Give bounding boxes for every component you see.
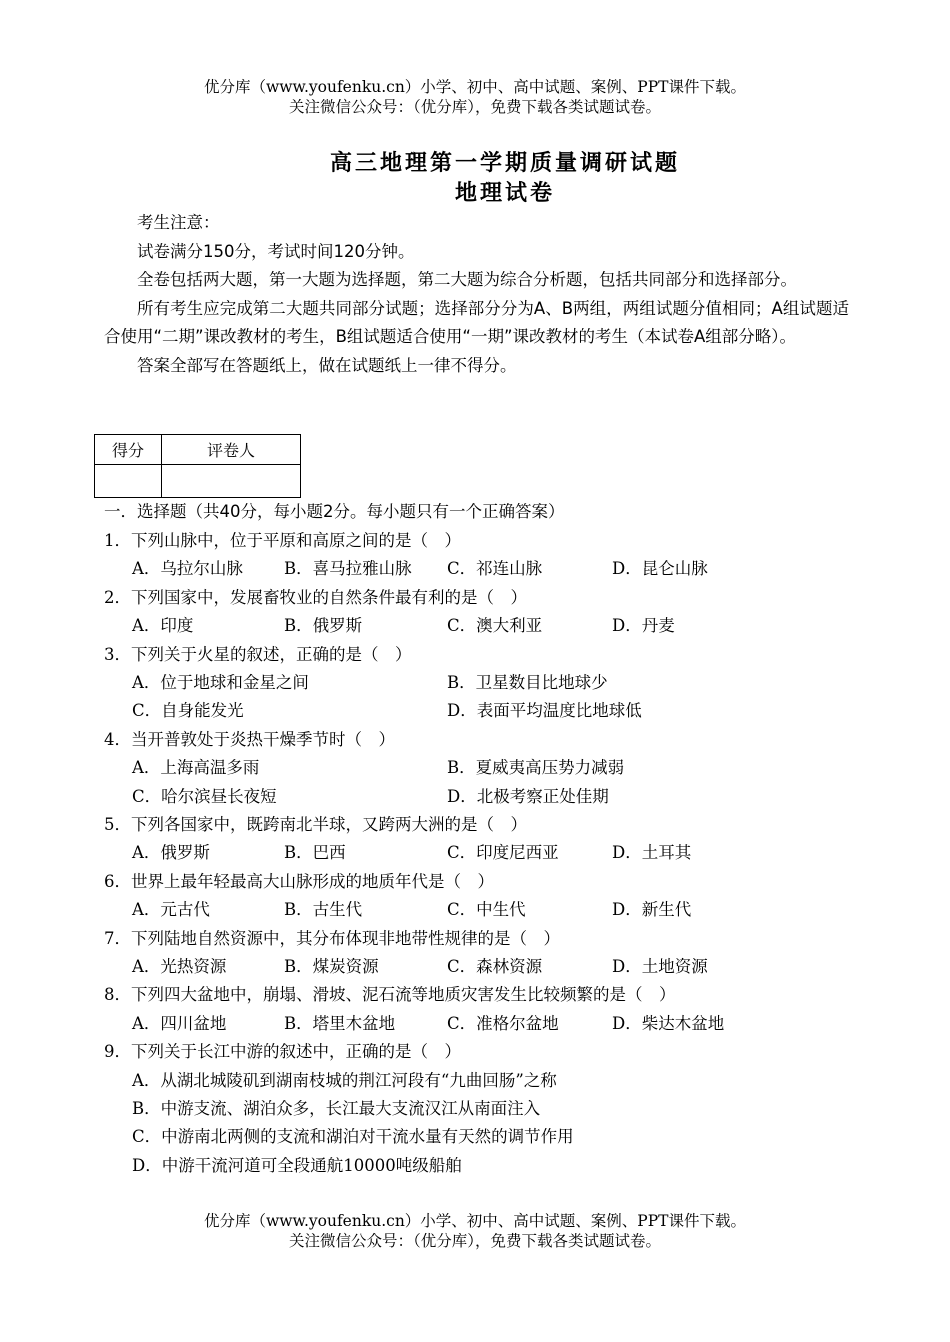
question-3-options-row-2 bbox=[104, 697, 864, 725]
exam-subtitle: 地理试卷 bbox=[454, 180, 555, 206]
option-d: D．昆仑山脉 bbox=[612, 559, 708, 579]
question-6: 6．世界上最年轻最高大山脉形成的地质年代是（ ） bbox=[104, 871, 494, 891]
option-b: B．塔里木盆地 bbox=[284, 1013, 396, 1033]
question-9: 9．下列关于长江中游的叙述中，正确的是（ ） bbox=[104, 1042, 461, 1062]
option-d: D．北极考察正处佳期 bbox=[447, 786, 609, 806]
option-b: B．煤炭资源 bbox=[284, 956, 379, 976]
header-line-2: 关注微信公众号：（优分库），免费下载各类试题试卷。 bbox=[288, 98, 661, 116]
option-c: C．自身能发光 bbox=[132, 701, 244, 721]
question-4: 4．当开普敦处于炎热干燥季节时（ ） bbox=[104, 729, 395, 749]
grader-cell[interactable] bbox=[162, 465, 301, 498]
option-a: A．光热资源 bbox=[132, 956, 227, 976]
section-heading: 一．选择题（共40分，每小题2分。每小题只有一个正确答案） bbox=[104, 502, 565, 521]
question-1: 1．下列山脉中，位于平原和高原之间的是（ ） bbox=[104, 531, 461, 550]
notice-paragraph-2: 全卷包括两大题，第一大题为选择题，第二大题为综合分析题，包括共同部分和选择部分。 bbox=[137, 270, 797, 289]
footer-line-1: 优分库（www.youfenku.cn）小学、初中、高中试题、案例、PPT课件下载。 bbox=[203, 1212, 747, 1230]
question-5-options bbox=[104, 839, 864, 867]
option-c: C．祁连山脉 bbox=[447, 559, 543, 579]
option-a: A．位于地球和金星之间 bbox=[132, 673, 309, 692]
option-c: C．中生代 bbox=[447, 900, 526, 920]
exam-title: 高三地理第一学期质量调研试题 bbox=[329, 150, 680, 176]
option-b: B．巴西 bbox=[284, 843, 346, 863]
option-a: A．俄罗斯 bbox=[132, 843, 210, 863]
score-table bbox=[94, 434, 301, 498]
footer-line-2: 关注微信公众号：（优分库），免费下载各类试题试卷。 bbox=[288, 1232, 661, 1250]
question-6-options bbox=[104, 896, 864, 924]
question-3-options-row-1 bbox=[104, 669, 864, 697]
question-4-options-row-2 bbox=[104, 783, 864, 811]
option-c: C．森林资源 bbox=[447, 956, 543, 976]
page-footer bbox=[0, 1211, 950, 1251]
option-c: C．澳大利亚 bbox=[447, 616, 543, 636]
option-c: C．准格尔盆地 bbox=[447, 1013, 559, 1033]
option-b: B．卫星数目比地球少 bbox=[447, 673, 608, 692]
notice-paragraph-3: 所有考生应完成第二大题共同部分试题；选择部分分为A、B两组，两组试题分值相同；A组试题适合使用“二期”课改教材的考生，B组试题适合使用“一期”课改教材的考生（本试卷A组部分略）。 bbox=[104, 298, 849, 346]
question-2: 2．下列国家中，发展畜牧业的自然条件最有利的是（ ） bbox=[104, 587, 527, 607]
question-7-options bbox=[104, 953, 864, 981]
score-cell[interactable] bbox=[95, 465, 162, 498]
question-3: 3．下列关于火星的叙述，正确的是（ ） bbox=[104, 644, 412, 664]
option-a: A．乌拉尔山脉 bbox=[132, 559, 243, 579]
option-b: B．古生代 bbox=[284, 900, 363, 920]
question-8: 8．下列四大盆地中，崩塌、滑坡、泥石流等地质灾害发生比较频繁的是（ ） bbox=[104, 985, 676, 1005]
option-a: A．元古代 bbox=[132, 900, 210, 920]
option-a: A．印度 bbox=[132, 616, 194, 636]
option-d: D．土地资源 bbox=[612, 956, 708, 976]
option-a: A．从湖北城陵矶到湖南枝城的荆江河段有“九曲回肠”之称 bbox=[132, 1070, 557, 1090]
question-2-options bbox=[104, 612, 864, 640]
question-4-options-row-1 bbox=[104, 754, 864, 782]
question-list bbox=[104, 527, 864, 1180]
option-d: D．柴达木盆地 bbox=[612, 1013, 725, 1033]
question-1-options bbox=[104, 555, 864, 583]
option-c: C．印度尼西亚 bbox=[447, 843, 559, 863]
notice-paragraph-4: 答案全部写在答题纸上，做在试题纸上一律不得分。 bbox=[137, 355, 517, 375]
notice-label: 考生注意： bbox=[137, 213, 220, 232]
header-line-1: 优分库（www.youfenku.cn）小学、初中、高中试题、案例、PPT课件下载。 bbox=[203, 78, 747, 96]
option-b: B．夏威夷高压势力减弱 bbox=[447, 758, 625, 778]
option-d: D．土耳其 bbox=[612, 843, 692, 863]
option-d: D．表面平均温度比地球低 bbox=[447, 701, 642, 721]
option-a: A．四川盆地 bbox=[132, 1013, 227, 1033]
option-b: B．喜马拉雅山脉 bbox=[284, 559, 412, 579]
option-d: D．中游干流河道可全段通航10000吨级船舶 bbox=[132, 1155, 462, 1175]
option-a: A．上海高温多雨 bbox=[132, 758, 260, 778]
question-5: 5．下列各国家中，既跨南北半球，又跨两大洲的是（ ） bbox=[104, 814, 527, 834]
question-8-options bbox=[104, 1010, 864, 1038]
option-d: D．丹麦 bbox=[612, 616, 675, 636]
exam-notice bbox=[104, 209, 849, 380]
option-b: B．中游支流、湖泊众多，长江最大支流汉江从南面注入 bbox=[132, 1098, 541, 1118]
question-7: 7．下列陆地自然资源中，其分布体现非地带性规律的是（ ） bbox=[104, 928, 560, 948]
notice-paragraph-1: 试卷满分150分，考试时间120分钟。 bbox=[137, 241, 415, 261]
option-c: C．中游南北两侧的支流和湖泊对干流水量有天然的调节作用 bbox=[132, 1127, 574, 1147]
option-c: C．哈尔滨昼长夜短 bbox=[132, 786, 277, 806]
score-header: 得分 bbox=[95, 435, 162, 465]
grader-header: 评卷人 bbox=[162, 435, 301, 465]
page-header bbox=[0, 77, 950, 117]
option-d: D．新生代 bbox=[612, 900, 692, 920]
option-b: B．俄罗斯 bbox=[284, 616, 363, 636]
